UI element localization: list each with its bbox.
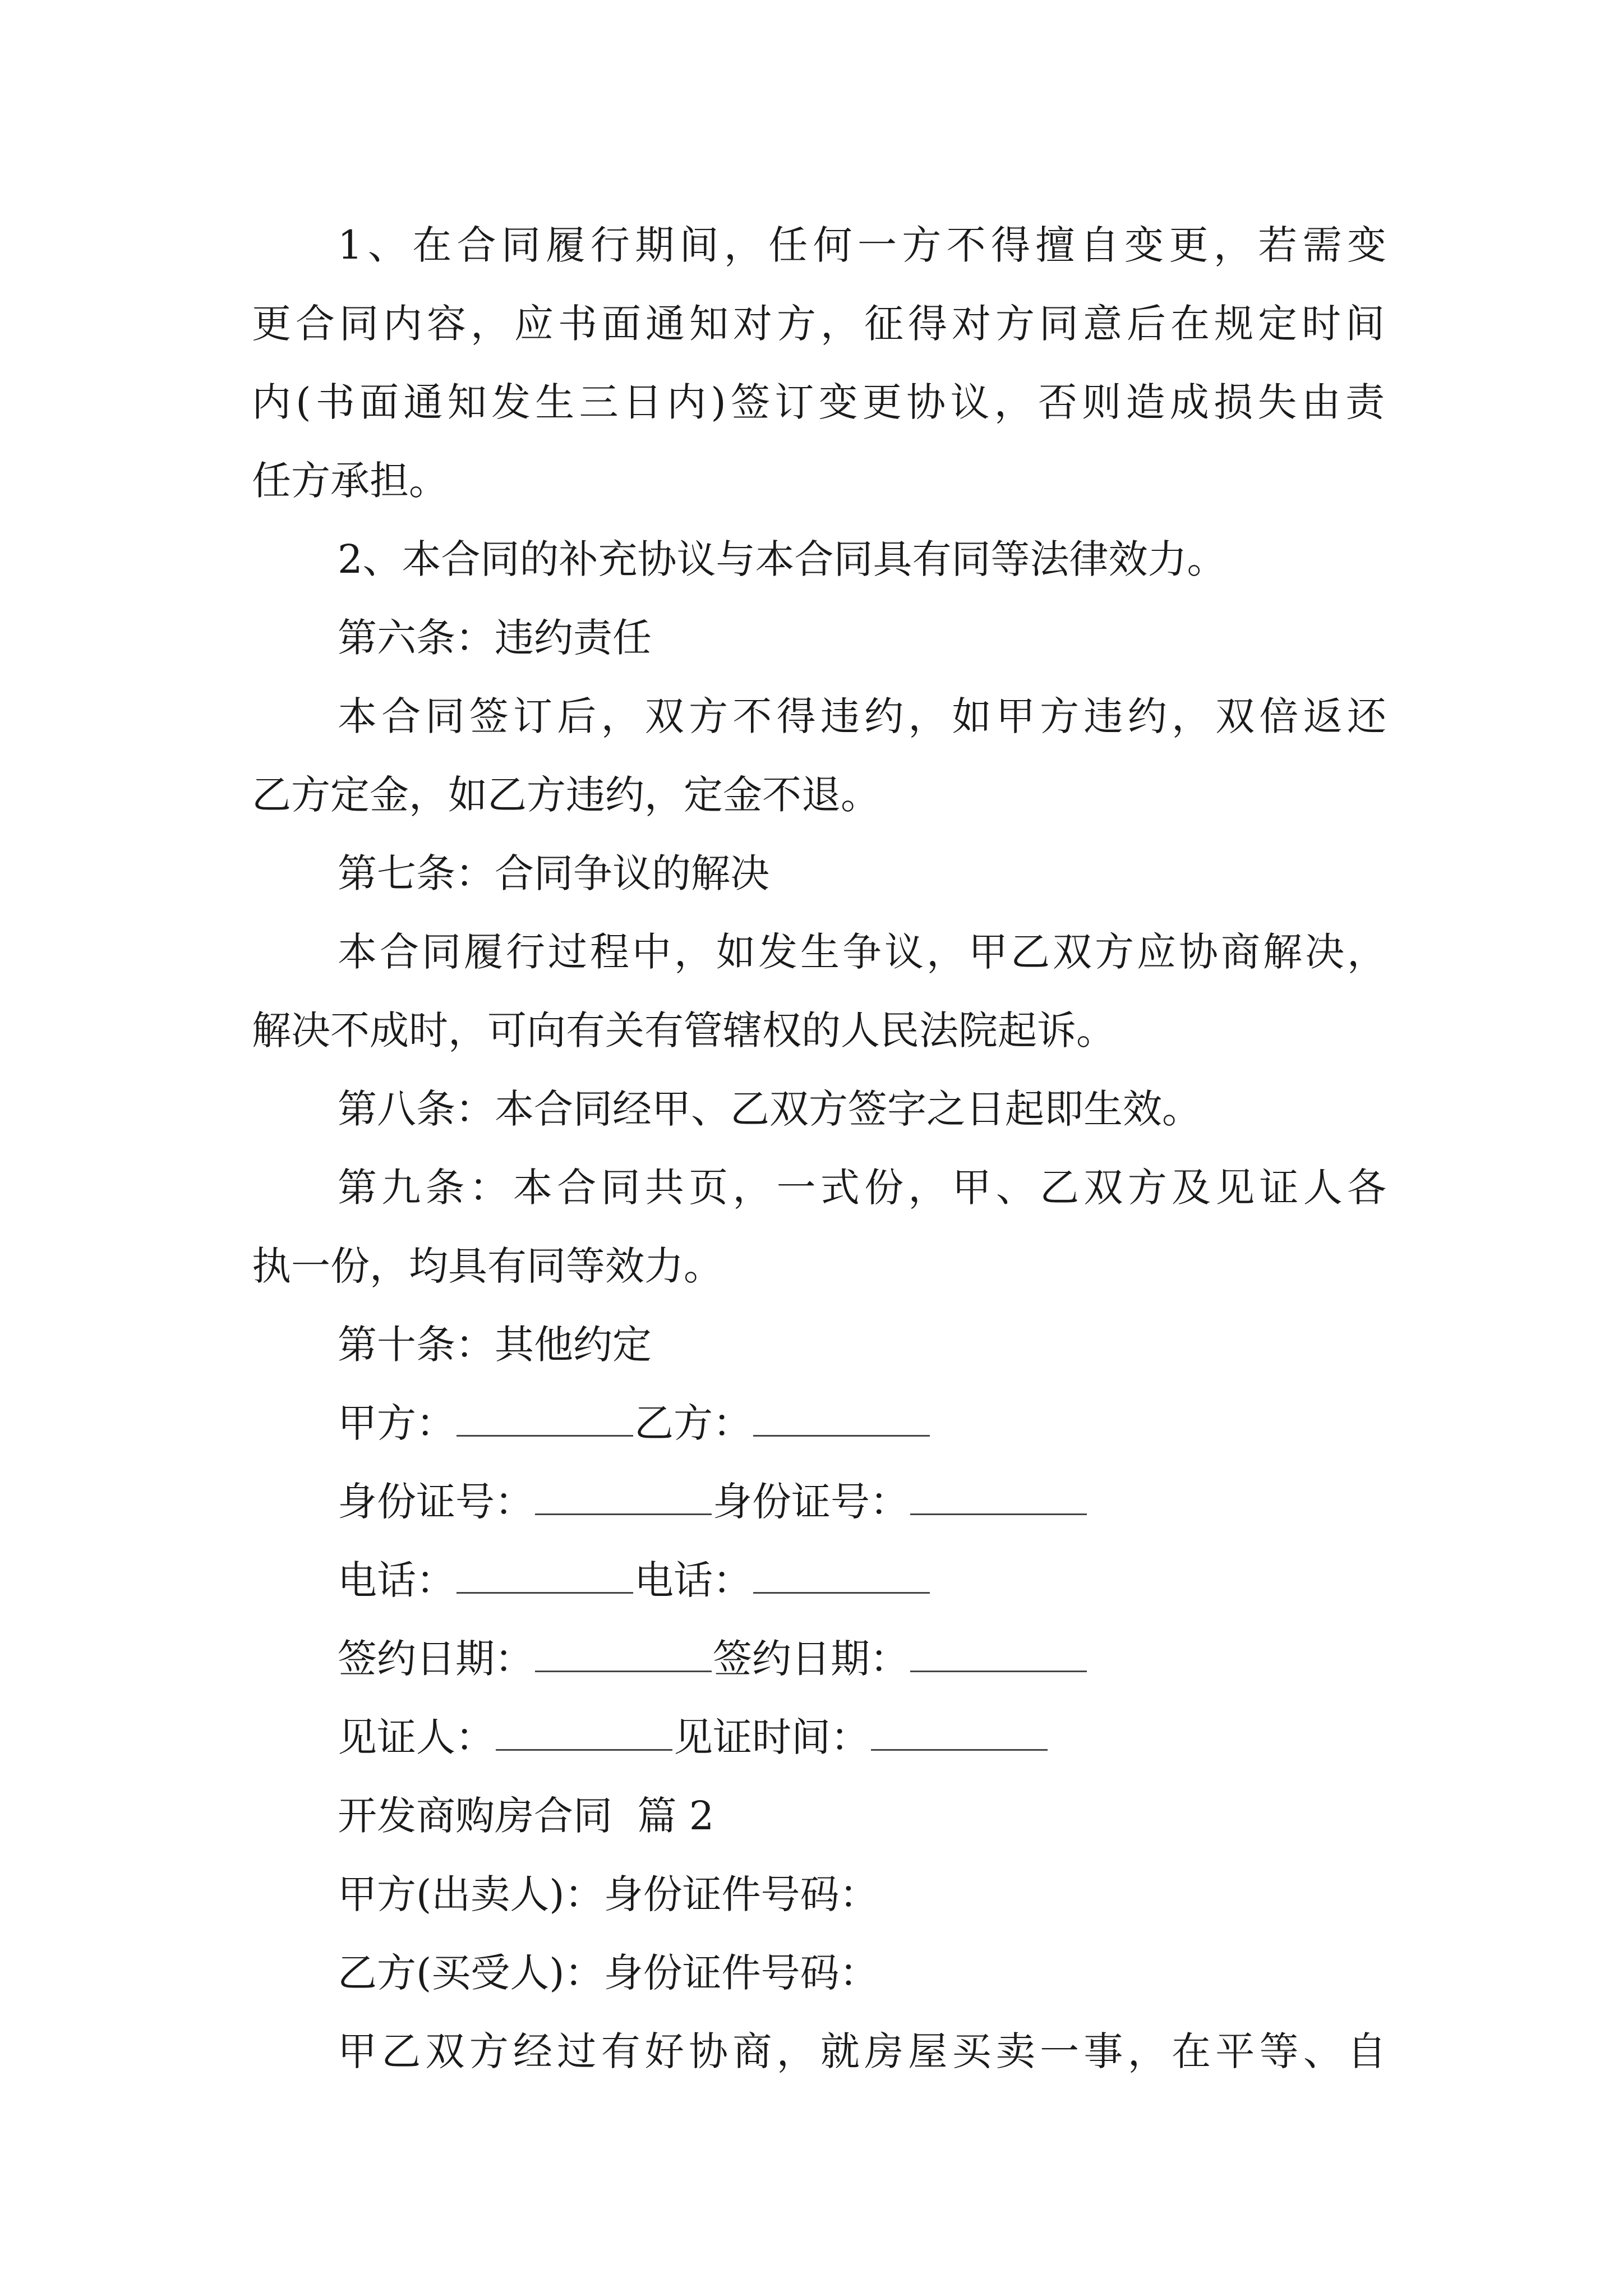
paragraph-line: 解决不成时，可向有关有管辖权的人民法院起诉。 [252,1007,1115,1053]
article-heading: 第八条：本合同经甲、乙双方签字之日起即生效。 [338,1086,1201,1132]
party-a-label: 甲方： [338,1400,455,1446]
paragraph-line: 甲乙双方经过有好协商，就房屋买卖一事，在平等、自 [338,2028,1386,2074]
id-b-blank [910,1510,1087,1515]
phone-b-label: 电话： [634,1557,752,1603]
id-b-label: 身份证号： [713,1479,909,1525]
paragraph-line: 本合同履行过程中，如发生争议，甲乙双方应协商解决， [338,929,1386,975]
phone-b-blank [753,1589,930,1594]
paragraph-line: 2、本合同的补充协议与本合同具有同等法律效力。 [338,536,1227,582]
article-heading: 第七条：合同争议的解决 [338,850,769,896]
date-a-label: 签约日期： [338,1636,534,1682]
date-b-blank [910,1667,1087,1672]
date-b-label: 签约日期： [713,1636,909,1682]
paragraph-line: 1、在合同履行期间，任何一方不得擅自变更，若需变 [338,222,1386,268]
phone-a-blank [457,1589,633,1594]
party-a-blank [457,1432,633,1437]
paragraph-line: 执一份，均具有同等效力。 [252,1243,723,1289]
buyer-line: 乙方(买受人)：身份证件号码： [338,1950,879,1996]
article-heading: 第六条：违约责任 [338,615,652,661]
paragraph-line: 第九条：本合同共页，一式份，甲、乙双方及见证人各 [338,1165,1386,1211]
signature-row-date [338,1620,1386,1697]
witness-time-label: 见证时间： [674,1714,870,1760]
signature-row-phone [338,1542,1386,1619]
witness-label: 见证人： [338,1714,495,1760]
signature-row-id [338,1463,1386,1540]
party-b-label: 乙方： [634,1400,752,1446]
signature-row-parties [338,1384,1386,1462]
paragraph-line: 更合同内容，应书面通知对方，征得对方同意后在规定时间 [252,301,1385,347]
witness-time-blank [871,1746,1048,1751]
section-heading: 开发商购房合同 篇 2 [338,1793,714,1839]
seller-line: 甲方(出卖人)：身份证件号码： [338,1871,879,1917]
paragraph-line: 内(书面通知发生三日内)签订变更协议，否则造成损失由责 [252,379,1385,425]
paragraph-line: 任方承担。 [252,458,448,504]
date-a-blank [535,1667,712,1672]
paragraph-line: 本合同签订后，双方不得违约，如甲方违约，双倍返还 [338,693,1386,739]
phone-a-label: 电话： [338,1557,455,1603]
id-a-blank [535,1510,712,1515]
paragraph-line: 乙方定金，如乙方违约，定金不退。 [252,772,880,818]
witness-blank [496,1746,672,1751]
id-a-label: 身份证号： [338,1479,534,1525]
signature-row-witness [338,1699,1386,1776]
article-heading: 第十条：其他约定 [338,1322,652,1368]
party-b-blank [753,1432,930,1437]
